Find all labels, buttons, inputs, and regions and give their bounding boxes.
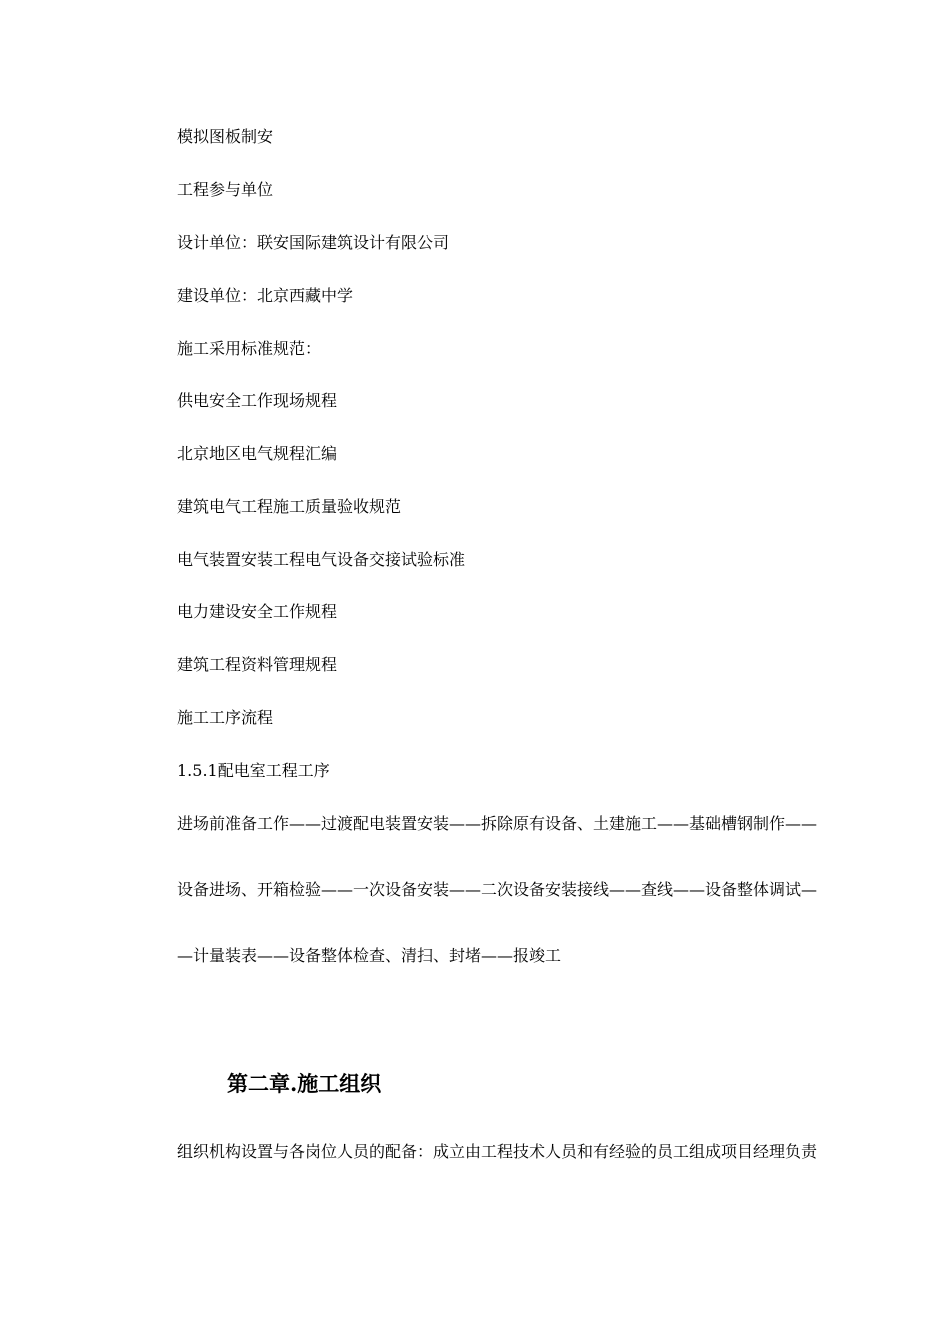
text-line: 建筑电气工程施工质量验收规范 (177, 497, 402, 516)
text-line: 建设单位：北京西藏中学 (177, 286, 354, 305)
text-line: 模拟图板制安 (177, 127, 274, 146)
text-line: 设计单位：联安国际建筑设计有限公司 (177, 233, 450, 252)
process-flow-line: 进场前准备工作——过渡配电装置安装——拆除原有设备、土建施工——基础槽钢制作—— (177, 814, 818, 833)
section-number-line: 1.5.1配电室工程工序 (177, 761, 330, 780)
text-line: 施工采用标准规范： (177, 339, 322, 358)
text-line: 施工工序流程 (177, 708, 274, 727)
chapter-text: 组织机构设置与各岗位人员的配备：成立由工程技术人员和有经验的员工组成项目经理负责 (177, 1142, 818, 1161)
text-line: 供电安全工作现场规程 (177, 391, 338, 410)
text-line: 电气装置安装工程电气设备交接试验标准 (177, 550, 466, 569)
chapter-heading: 第二章.施工组织 (227, 1071, 382, 1096)
text-line: 工程参与单位 (177, 180, 274, 199)
text-line: 建筑工程资料管理规程 (177, 655, 338, 674)
process-flow-line: 设备进场、开箱检验——一次设备安装——二次设备安装接线——查线——设备整体调试— (177, 880, 818, 899)
text-line: 北京地区电气规程汇编 (177, 444, 338, 463)
text-line: 电力建设安全工作规程 (177, 602, 338, 621)
process-flow-line: —计量装表——设备整体检查、清扫、封堵——报竣工 (177, 946, 562, 965)
